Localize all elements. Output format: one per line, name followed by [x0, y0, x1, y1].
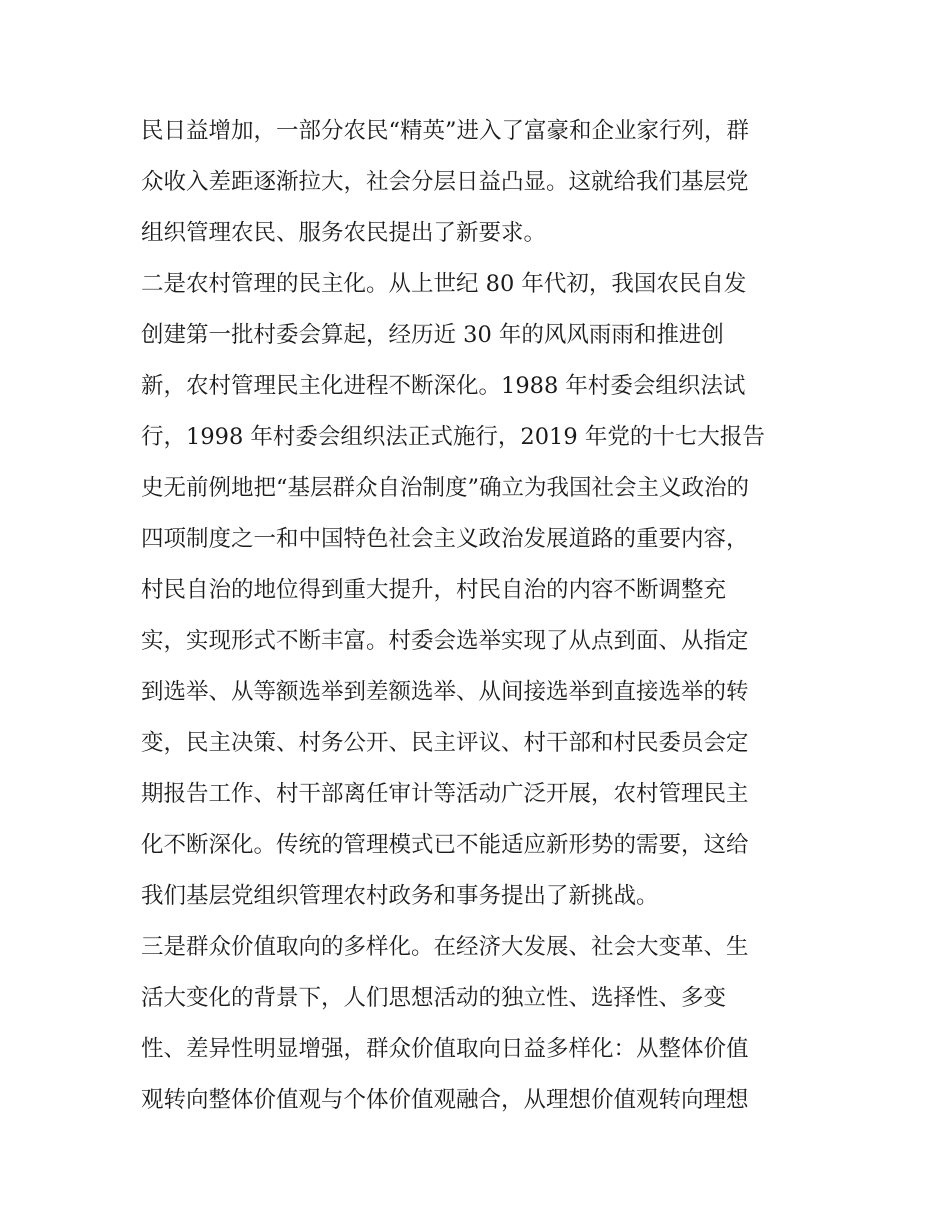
text-line: 村民自治的地位得到重大提升，村民自治的内容不断调整充: [141, 577, 727, 603]
text-line: 二是农村管理的民主化。从上世纪 80 年代初，我国农民自发: [141, 271, 747, 297]
text-line: 活大变化的背景下，人们思想活动的独立性、选择性、多变: [141, 985, 727, 1011]
text-line: 众收入差距逐渐拉大，社会分层日益凸显。这就给我们基层党: [141, 169, 749, 195]
text-line: 到选举、从等额选举到差额选举、从间接选举到直接选举的转: [141, 679, 749, 705]
text-line: 四项制度之一和中国特色社会主义政治发展道路的重要内容，: [141, 526, 749, 552]
text-line: 三是群众价值取向的多样化。在经济大发展、社会大变革、生: [141, 934, 749, 960]
text-line: 变，民主决策、村务公开、民主评议、村干部和村民委员会定: [141, 730, 749, 756]
text-line: 新，农村管理民主化进程不断深化。1988 年村委会组织法试: [141, 373, 746, 399]
text-line: 化不断深化。传统的管理模式已不能适应新形势的需要，这给: [141, 832, 749, 858]
text-line: 性、差异性明显增强，群众价值取向日益多样化：从整体价值: [141, 1036, 749, 1062]
text-line: 行，1998 年村委会组织法正式施行，2019 年党的十七大报告: [141, 424, 765, 450]
text-line: 民日益增加，一部分农民“精英”进入了富豪和企业家行列，群: [141, 118, 750, 144]
text-line: 我们基层党组织管理农村政务和事务提出了新挑战。: [141, 883, 659, 909]
text-line: 史无前例地把“基层群众自治制度”确立为我国社会主义政治的: [141, 475, 750, 501]
text-line: 实，实现形式不断丰富。村委会选举实现了从点到面、从指定: [141, 628, 749, 654]
text-line: 观转向整体价值观与个体价值观融合，从理想价值观转向理想: [141, 1087, 749, 1113]
text-line: 组织管理农民、服务农民提出了新要求。: [141, 220, 547, 246]
body-text: [141, 106, 821, 1126]
text-line: 期报告工作、村干部离任审计等活动广泛开展，农村管理民主: [141, 781, 749, 807]
text-line: 创建第一批村委会算起，经历近 30 年的风风雨雨和推进创: [141, 322, 724, 348]
